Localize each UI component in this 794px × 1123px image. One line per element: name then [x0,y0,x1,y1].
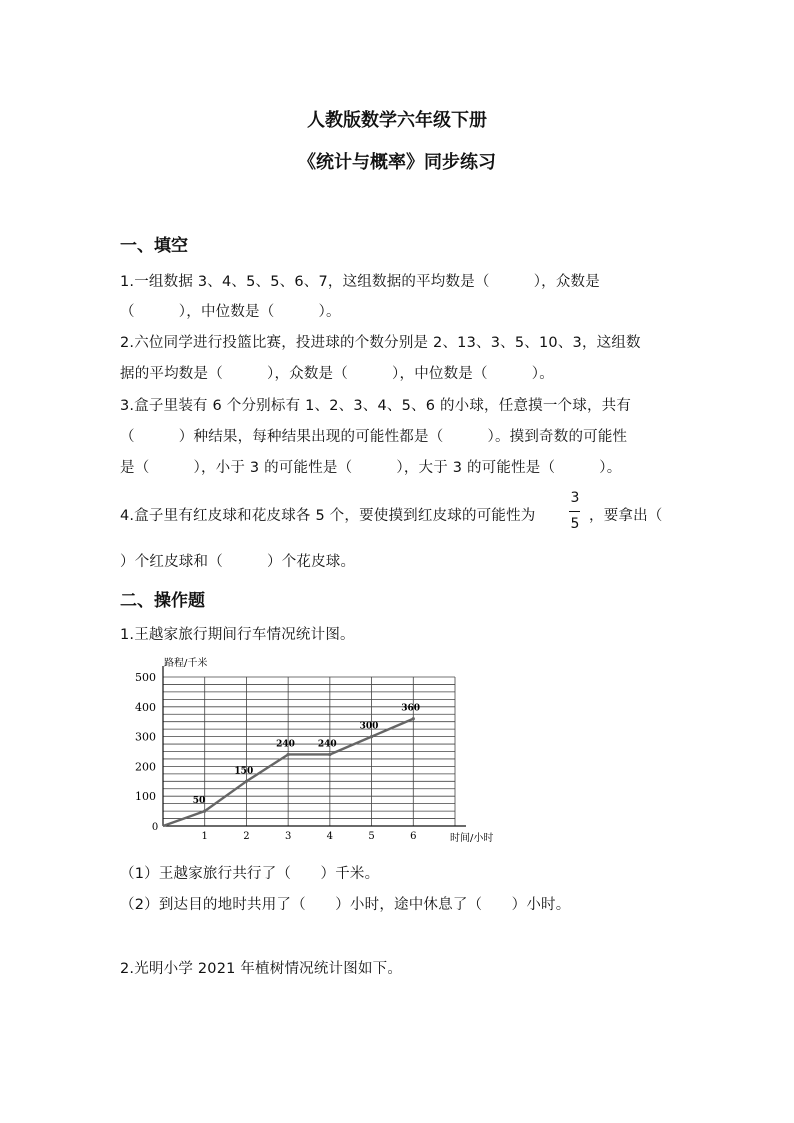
data-point [370,735,373,738]
data-point [245,780,248,783]
y-axis-label: 路程/千米 [164,658,208,669]
travel-distance-line-chart [118,652,518,852]
data-label: 150 [234,766,254,777]
y-tick-label: 500 [135,671,156,684]
data-label: 300 [359,721,379,732]
chart-question-title: 1.王越家旅行期间行车情况统计图。 [120,627,355,643]
chart-tick-labels [135,671,416,842]
data-label: 240 [317,739,337,750]
data-point [328,753,331,756]
question-3-line-1: 3.盒子里装有 6 个分别标有 1、2、3、4、5、6 的小球，任意摸一个球，共有 [120,398,632,414]
section-heading-fill-blank: 一、填空 [120,236,188,256]
question-3-line-3: 是（ ），小于 3 的可能性是（ ），大于 3 的可能性是（ ）。 [120,460,622,476]
data-point [203,810,206,813]
question-2-line-2: 据的平均数是（ ），众数是（ ），中位数是（ ）。 [120,366,554,382]
x-tick-label: 6 [410,831,417,842]
question-1-line-1: 1.一组数据 3、4、5、5、6、7，这组数据的平均数是（ ），众数是 [120,274,600,290]
page-title: 人教版数学六年级下册 [307,110,487,131]
question-3-line-2: （ ）种结果，每种结果出现的可能性都是（ ）。摸到奇数的可能性 [120,429,628,445]
x-tick-label: 0 [151,822,159,833]
y-tick-label: 200 [135,760,156,774]
x-tick-label: 2 [243,831,250,842]
y-tick-label: 300 [135,730,156,744]
question-4-line-1-end: ，要拿出（ [589,508,663,524]
question-1-line-2: （ ），中位数是（ ）。 [120,304,341,320]
data-label: 360 [401,703,421,714]
y-tick-label: 100 [135,790,156,804]
chart-question-sub-2: （2）到达目的地时共用了（ ）小时，途中休息了（ ）小时。 [120,897,571,913]
chart-series [163,717,415,826]
x-tick-label: 1 [201,831,208,842]
question-4-line-1: 4.盒子里有红皮球和花皮球各 5 个，要使摸到红皮球的可能性为 [120,508,536,524]
x-axis-label: 时间/小时 [450,833,494,844]
question-2-line-1: 2.六位同学进行投篮比赛，投进球的个数分别是 2、13、3、5、10、3，这组数 [120,335,641,351]
data-label: 50 [192,796,206,807]
x-tick-label: 3 [284,831,292,842]
chart-grid [163,677,455,826]
data-label: 240 [276,739,295,750]
chart-axes [163,666,466,826]
fraction-numerator: 3 [570,490,580,506]
x-tick-label: 5 [368,831,375,842]
data-point [412,717,415,720]
section-heading-operation: 二、操作题 [120,591,205,611]
question-2-planting-title: 2.光明小学 2021 年植树情况统计图如下。 [120,961,403,977]
page-subtitle: 《统计与概率》同步练习 [298,152,496,173]
chart-question-sub-1: （1）王越家旅行共行了（ ）千米。 [120,866,380,882]
question-4-line-2: ）个红皮球和（ ）个花皮球。 [120,554,356,570]
fraction-denominator: 5 [570,516,580,532]
y-tick-label: 400 [135,700,156,714]
data-point [287,753,290,756]
x-tick-label: 4 [326,831,334,842]
fraction-bar [569,511,580,512]
